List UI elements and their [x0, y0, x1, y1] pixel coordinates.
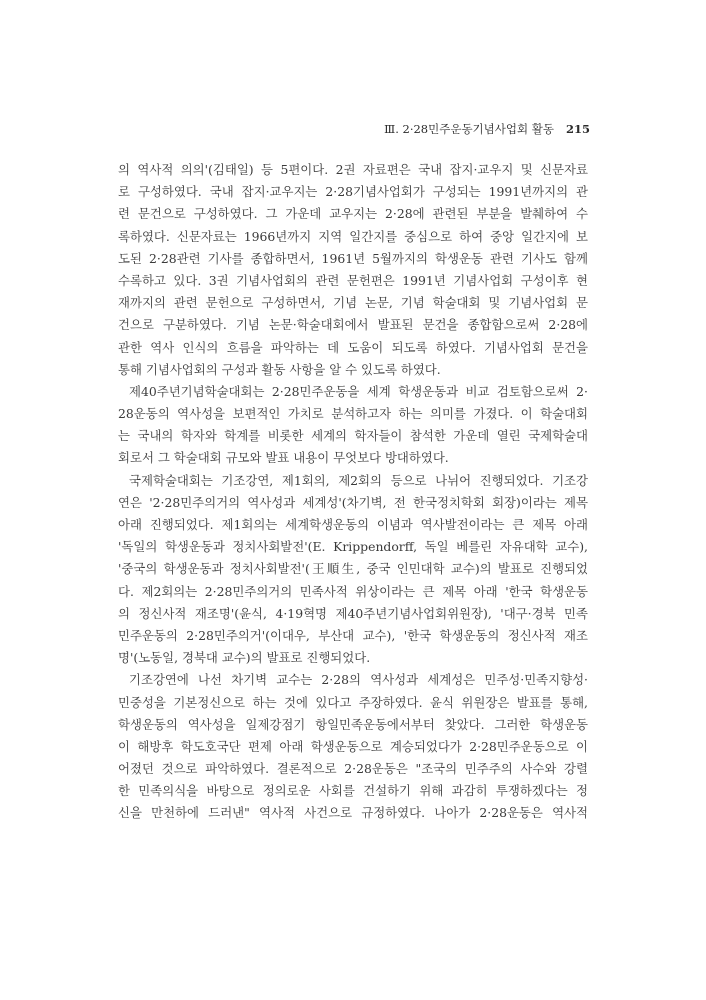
- text-line: 아래 진행되었다. 제1회의는 세계학생운동의 이념과 역사발전이라는 큰 제목 아래: [118, 517, 588, 532]
- text-line: 이 해방후 학도호국단 편제 아래 학생운동으로 계승되었다가 2·28민주운동으로 이: [118, 738, 588, 754]
- text-line: 신을 만천하에 드러낸" 역사적 사건으로 규정하였다. 나아가 2·28운동은 역사적: [118, 805, 588, 821]
- text-line: 의 역사적 의의'(김태일) 등 5편이다. 2권 자료편은 국내 잡지·교우지 및 신문자료: [118, 162, 588, 177]
- running-header: [0, 121, 590, 137]
- section-title: Ⅲ. 2·28민주운동기념사업회 활동: [384, 122, 554, 136]
- text-line: 국제학술대회는 기조강연, 제1회의, 제2회의 등으로 나뉘어 진행되었다. 기조강: [129, 472, 588, 488]
- text-line: 의 정신사적 재조명'(윤식, 4·19혁명 제40주년기념사업회위원장), '대구·경북 민족: [118, 605, 588, 621]
- text-line: 련 문건으로 구성하였다. 그 가운데 교우지는 2·28에 관련된 부분을 발췌하여 수: [118, 206, 588, 222]
- text-line: 연은 '2·28민주의거의 역사성과 세계성'(차기벽, 전 한국정치학회 회장)이라는 제목: [118, 494, 588, 510]
- text-line: '중국의 학생운동과 정치사회발전'(王順生, 중국 인민대학 교수)의 발표로 진행되었: [118, 561, 588, 577]
- text-line: 기조강연에 나선 차기벽 교수는 2·28의 역사성과 세계성은 민주성·민족지향성·: [129, 672, 588, 688]
- text-line: 명'(노동일, 경북대 교수)의 발표로 진행되었다.: [118, 650, 371, 666]
- body-text: [118, 159, 588, 825]
- text-line: 건으로 구분하였다. 기념 논문·학술대회에서 발표된 문건을 종합함으로써 2·28에: [118, 317, 588, 333]
- text-line: 회로서 그 학술대회 규모와 발표 내용이 무엇보다 방대하였다.: [118, 450, 449, 466]
- text-line: 통해 기념사업회의 구성과 활동 사항을 알 수 있도록 하였다.: [118, 361, 441, 377]
- text-line: 민주운동의 2·28민주의거'(이대우, 부산대 교수), '한국 학생운동의 정신사적 재조: [118, 627, 588, 643]
- paragraph-2: [118, 381, 588, 470]
- text-line: 록하였다. 신문자료는 1966년까지 지역 일간지를 중심으로 하여 중앙 일간지에 보: [118, 228, 588, 244]
- text-line: 한 민족의식을 바탕으로 정의로운 사회를 건설하기 위해 과감히 투쟁하겠다는 정: [118, 783, 588, 799]
- page-number: 215: [565, 122, 590, 136]
- text-line: 도된 2·28관련 기사를 종합하면서, 1961년 5월까지의 학생운동 관련 기사도 함께: [118, 250, 588, 266]
- text-line: 제40주년기념학술대회는 2·28민주운동을 세계 학생운동과 비교 검토함으로써 2·: [129, 383, 588, 399]
- text-line: 어졌던 것으로 파악하였다. 결론적으로 2·28운동은 "조국의 민주주의 사수와 강렬: [118, 761, 588, 777]
- text-line: '독일의 학생운동과 정치사회발전'(E. Krippendorff, 독일 베를린 자유대학 교수),: [118, 539, 588, 555]
- paragraph-1: [118, 159, 588, 381]
- text-line: 는 국내의 학자와 학계를 비롯한 세계의 학자들이 참석한 가운데 열린 국제학술대: [118, 428, 588, 444]
- text-line: 관한 역사 인식의 흐름을 파악하는 데 도움이 되도록 하였다. 기념사업회 문건을: [118, 339, 588, 355]
- paragraph-4: [118, 669, 588, 824]
- text-line: 학생운동의 역사성을 일제강점기 항일민족운동에서부터 찾았다. 그러한 학생운동: [118, 716, 588, 732]
- text-line: 재까지의 관련 문헌으로 구성하면서, 기념 논문, 기념 학술대회 및 기념사업회 문: [118, 295, 588, 311]
- text-line: 로 구성하였다. 국내 잡지·교우지는 2·28기념사업회가 구성되는 1991년까지의 관: [118, 184, 588, 200]
- text-line: 다. 제2회의는 2·28민주의거의 민족사적 위상이라는 큰 제목 아래 '한국 학생운동: [118, 583, 588, 599]
- text-line: 민중성을 기본정신으로 하는 것에 있다고 주장하였다. 윤식 위원장은 발표를 통해,: [118, 694, 588, 710]
- text-line: 28운동의 역사성을 보편적인 가치로 분석하고자 하는 의미를 가졌다. 이 학술대회: [118, 406, 588, 422]
- paragraph-3: [118, 470, 588, 670]
- text-line: 수록하고 있다. 3권 기념사업회의 관련 문헌편은 1991년 기념사업회 구성이후 현: [118, 272, 588, 288]
